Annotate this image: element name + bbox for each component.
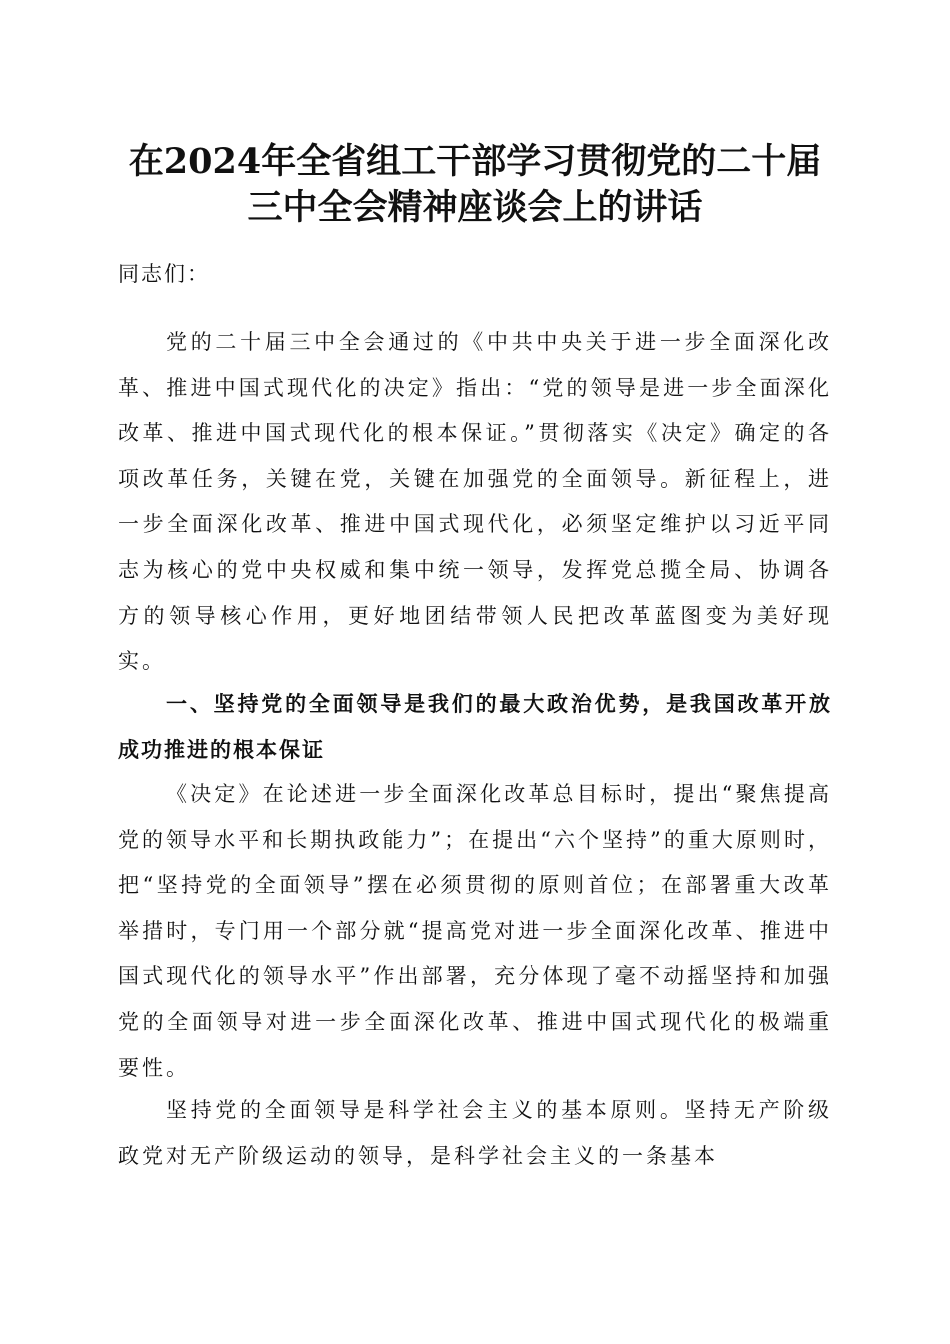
paragraph-intro: 党的二十届三中全会通过的《中共中央关于进一步全面深化改革、推进中国式现代化的决定》指出：“党的领导是进一步全面深化改革、推进中国式现代化的根本保证。”贯彻落实《决定》确定的各项改革任务，关键在党，关键在加强党的全面领导。新征程上，进一步全面深化改革、推进中国式现代化，必须坚定维护以习近平同志为核心的党中央权威和集中统一领导，发挥党总揽全局、协调各方的领导核心作用，更好地团结带领人民把改革蓝图变为美好现实。 (118, 330, 832, 674)
document-title-line-2: 三中全会精神座谈会上的讲话 (247, 187, 703, 228)
paragraph-principle: 坚持党的全面领导是科学社会主义的基本原则。坚持无产阶级政党对无产阶级运动的领导，是科学社会主义的一条基本 (118, 1098, 832, 1168)
section-heading-1: 一、坚持党的全面领导是我们的最大政治优势，是我国改革开放成功推进的根本保证 (118, 692, 832, 762)
salutation: 同志们： (118, 262, 210, 286)
paragraph-decision: 《决定》在论述进一步全面深化改革总目标时，提出“聚焦提高党的领导水平和长期执政能力”；在提出“六个坚持”的重大原则时，把“坚持党的全面领导”摆在必须贯彻的原则首位；在部署重大改革举措时，专门用一个部分就“提高党对进一步全面深化改革、推进中国式现代化的领导水平”作出部署，充分体现了毫不动摇坚持和加强党的全面领导对进一步全面深化改革、推进中国式现代化的极端重要性。 (118, 782, 832, 1080)
document-title-line-1: 在2024年全省组工干部学习贯彻党的二十届 (128, 141, 822, 182)
